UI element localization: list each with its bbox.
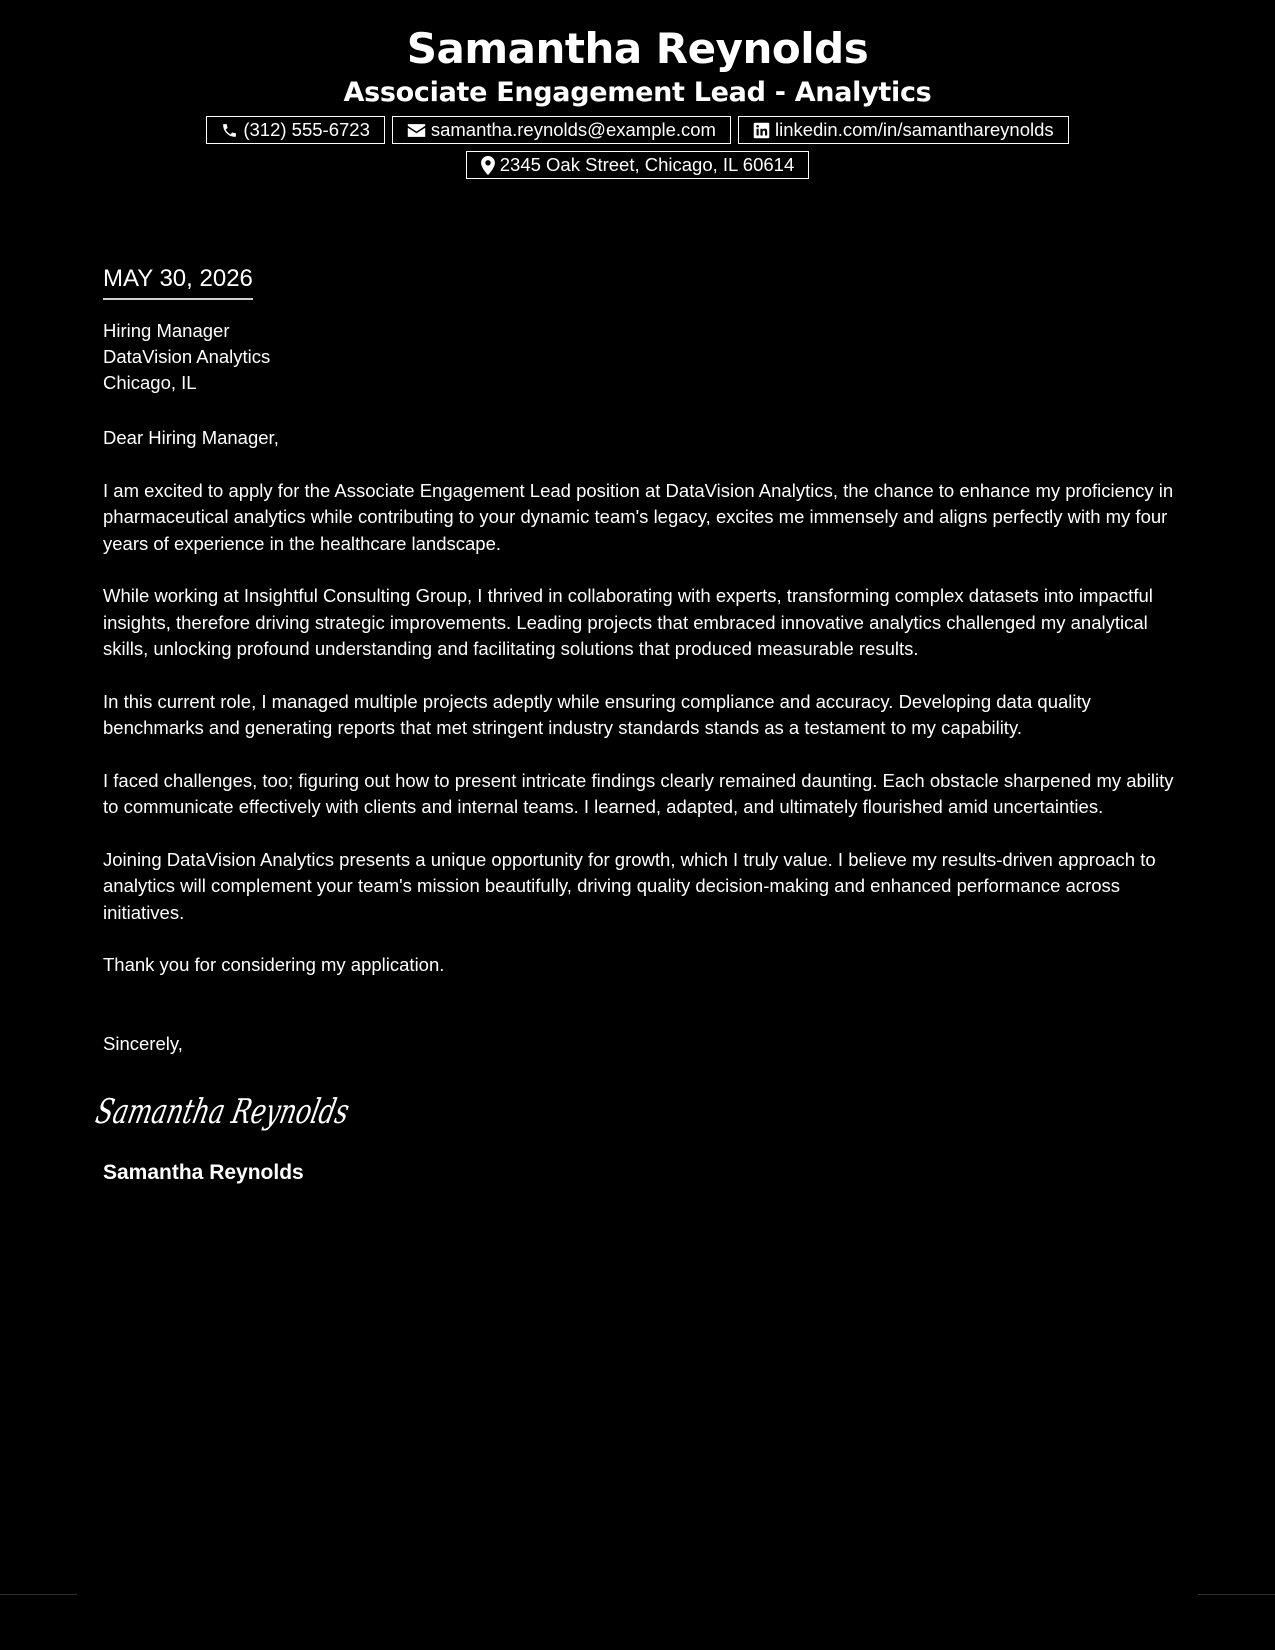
recipient-company: DataVision Analytics	[103, 346, 271, 367]
recipient-block	[103, 318, 1178, 396]
applicant-title: Associate Engagement Lead - Analytics	[343, 77, 932, 108]
map-marker-icon	[481, 156, 495, 175]
signed-name: Samantha Reynolds	[103, 1161, 304, 1184]
contact-phone[interactable]	[206, 116, 385, 144]
letter-body	[92, 262, 1178, 1187]
linkedin-icon	[753, 122, 770, 139]
paragraph-current-role: In this current role, I managed multiple projects adeptly while ensuring compliance and accuracy. Developing data quality benchmarks and generating reports that met stringent industry standards stands as a testament to my capability.	[103, 690, 1091, 738]
address-text: 2345 Oak Street, Chicago, IL 60614	[499, 154, 795, 175]
paragraph-thanks: Thank you for considering my application.	[103, 954, 445, 975]
paragraph-challenges: I faced challenges, too; figuring out how to present intricate findings clearly remained daunting. Each obstacle sharpened my ability to communicate effectively with clients and internal teams. I learned, adapted, and ultimately flourished amid uncertainties.	[103, 769, 1174, 817]
paragraph-experience: While working at Insightful Consulting Group, I thrived in collaborating with experts, transforming complex datasets into impactful insights, therefore driving strategic improvements. Leading projects that embraced innovative analytics challenged my analytical skills, unlocking profound understanding and facilitating solutions that produced measurable results.	[103, 585, 1153, 659]
footer-rule-right	[1198, 1594, 1275, 1595]
handwritten-signature	[92, 1081, 1178, 1141]
envelope-icon	[407, 123, 426, 138]
letter-header	[0, 22, 1275, 179]
recipient-location: Chicago, IL	[103, 372, 197, 393]
letter-date: MAY 30, 2026	[103, 262, 253, 300]
linkedin-text: linkedin.com/in/samanthareynolds	[774, 119, 1054, 140]
contact-address[interactable]	[466, 151, 809, 179]
footer-rule-left	[0, 1594, 77, 1595]
phone-icon	[221, 122, 238, 139]
svg-text:Samantha Reynolds: Samantha Reynolds	[92, 1092, 443, 1132]
closing: Sincerely,	[103, 1032, 183, 1054]
paragraph-intro: I am excited to apply for the Associate Engagement Lead position at DataVision Analytics, the chance to enhance my proficiency in pharmaceutical analytics while contributing to your dynamic team's legacy, excites me immensely and aligns perfectly with my four years of experience in the healthcare landscape.	[103, 479, 1174, 554]
contact-row-secondary	[0, 151, 1275, 179]
contact-linkedin[interactable]	[738, 116, 1069, 144]
contact-email[interactable]	[392, 116, 731, 144]
recipient-name: Hiring Manager	[103, 320, 230, 341]
applicant-name: Samantha Reynolds	[406, 24, 869, 73]
salutation: Dear Hiring Manager,	[103, 427, 279, 448]
email-text: samantha.reynolds@example.com	[430, 119, 716, 140]
paragraph-motivation: Joining DataVision Analytics presents a unique opportunity for growth, which I truly value. I believe my results-driven approach to analytics will complement your team's mission beautifully, driving quality decision-making and enhanced performance across initiatives.	[103, 848, 1156, 923]
phone-text: (312) 555-6723	[243, 119, 370, 140]
contact-row-primary	[0, 116, 1275, 144]
